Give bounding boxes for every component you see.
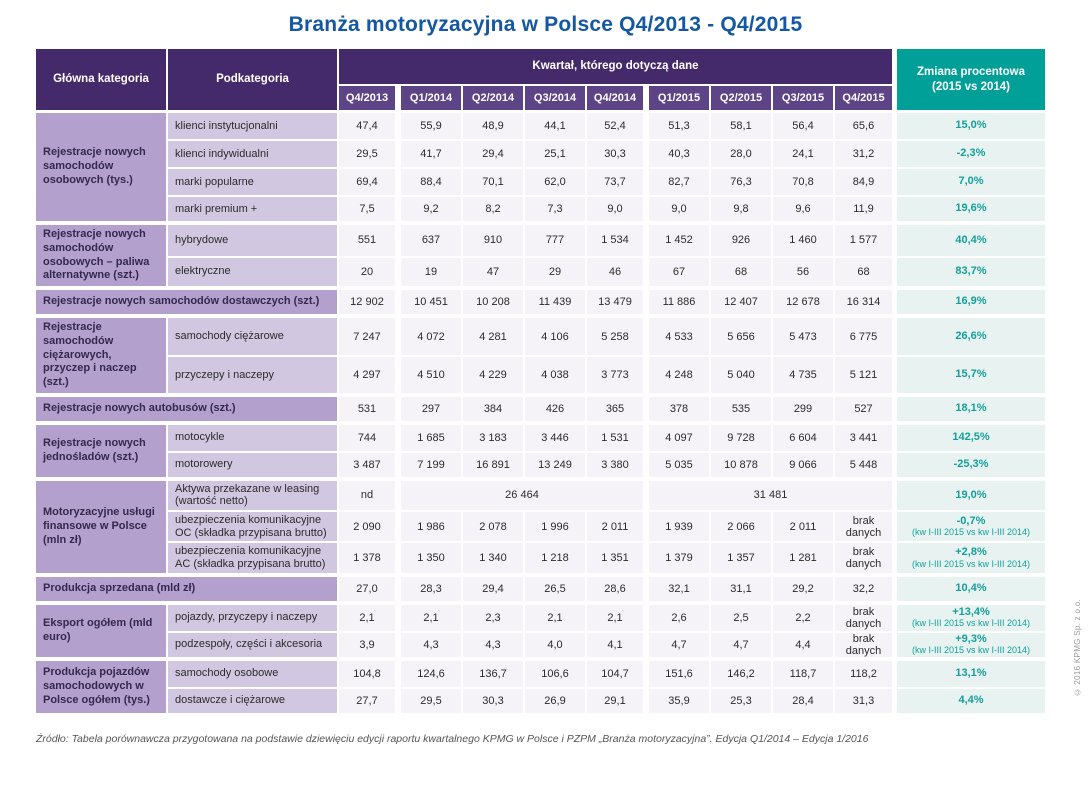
data-cell: 27,7 xyxy=(339,689,401,717)
data-cell: 2,5 xyxy=(711,605,773,633)
data-cell: 3 446 xyxy=(525,425,587,453)
data-cell: 2,1 xyxy=(401,605,463,633)
table-row xyxy=(36,661,1045,689)
data-cell: 4,3 xyxy=(463,633,525,661)
data-cell: 926 xyxy=(711,225,773,258)
change-cell: -2,3% xyxy=(897,141,1045,169)
data-cell: 8,2 xyxy=(463,197,525,225)
data-cell: 1 281 xyxy=(773,543,835,576)
page-title: Branża motoryzacyjna w Polsce Q4/2013 - Q4/2015 xyxy=(288,13,803,36)
header-main-category: Główna kategoria xyxy=(36,49,168,113)
table-row xyxy=(36,290,1045,318)
data-cell: 29 xyxy=(525,258,587,291)
data-cell: 4 097 xyxy=(649,425,711,453)
data-cell: 4,7 xyxy=(711,633,773,661)
data-cell: 136,7 xyxy=(463,661,525,689)
data-cell: 88,4 xyxy=(401,169,463,197)
subcategory-cell: motocykle xyxy=(168,425,339,453)
data-cell: 47 xyxy=(463,258,525,291)
subcategory-cell: pojazdy, przyczepy i naczepy xyxy=(168,605,339,633)
change-cell xyxy=(897,633,1045,661)
category-cell: Motoryzacyjne usługi finansowe w Polsce (mln zł) xyxy=(36,481,168,577)
data-cell: 4 533 xyxy=(649,318,711,357)
subcategory-cell: motorowery xyxy=(168,453,339,481)
data-cell: 551 xyxy=(339,225,401,258)
category-cell: Produkcja pojazdów samochodowych w Polsce ogółem (tys.) xyxy=(36,661,168,717)
data-cell: 11 886 xyxy=(649,290,711,318)
header-percent-change xyxy=(897,49,1045,113)
data-cell: 4,0 xyxy=(525,633,587,661)
change-cell: 16,9% xyxy=(897,290,1045,318)
table-row xyxy=(36,225,1045,258)
data-cell-merged-2015: 31 481 xyxy=(649,481,897,512)
change-cell: 10,4% xyxy=(897,577,1045,605)
data-cell: 6 604 xyxy=(773,425,835,453)
subcategory-cell: klienci indywidualni xyxy=(168,141,339,169)
data-cell: 5 656 xyxy=(711,318,773,357)
data-cell: 26,5 xyxy=(525,577,587,605)
data-cell-merged-2014: 26 464 xyxy=(401,481,649,512)
data-cell: 531 xyxy=(339,397,401,425)
change-value: -0,7% xyxy=(956,515,986,528)
table-row xyxy=(36,141,1045,169)
data-cell: 28,3 xyxy=(401,577,463,605)
data-cell: 31,3 xyxy=(835,689,897,717)
data-cell: 3 773 xyxy=(587,357,649,396)
change-cell: 7,0% xyxy=(897,169,1045,197)
data-cell: 1 577 xyxy=(835,225,897,258)
data-cell: 5 258 xyxy=(587,318,649,357)
data-cell: 3,9 xyxy=(339,633,401,661)
header-quarters-band: Kwartał, którego dotyczą dane xyxy=(339,49,897,86)
data-cell: 1 351 xyxy=(587,543,649,576)
table-row xyxy=(36,397,1045,425)
data-cell: 4 229 xyxy=(463,357,525,396)
data-cell: 19 xyxy=(401,258,463,291)
table-row xyxy=(36,577,1045,605)
data-cell: 70,1 xyxy=(463,169,525,197)
data-cell: 106,6 xyxy=(525,661,587,689)
data-cell: 65,6 xyxy=(835,113,897,141)
header-quarter: Q4/2013 xyxy=(339,86,401,113)
data-cell: 29,4 xyxy=(463,577,525,605)
subcategory-cell: samochody osobowe xyxy=(168,661,339,689)
data-cell: 426 xyxy=(525,397,587,425)
data-cell: 1 357 xyxy=(711,543,773,576)
data-cell: 10 451 xyxy=(401,290,463,318)
data-cell: 30,3 xyxy=(587,141,649,169)
header-quarter: Q2/2014 xyxy=(463,86,525,113)
table-row xyxy=(36,543,1045,576)
data-cell: 4 735 xyxy=(773,357,835,396)
data-cell: 1 685 xyxy=(401,425,463,453)
data-cell: 3 380 xyxy=(587,453,649,481)
change-cell: 13,1% xyxy=(897,661,1045,689)
change-cell: 83,7% xyxy=(897,258,1045,291)
data-cell: 146,2 xyxy=(711,661,773,689)
data-cell: 4 072 xyxy=(401,318,463,357)
header-percent-change-line2: (2015 vs 2014) xyxy=(931,80,1010,93)
subcategory-cell: dostawcze i ciężarowe xyxy=(168,689,339,717)
table-row xyxy=(36,318,1045,357)
subcategory-cell: ubezpieczenia komunikacyjne OC (składka przypisana brutto) xyxy=(168,512,339,543)
data-cell: 31,2 xyxy=(835,141,897,169)
change-cell xyxy=(897,512,1045,543)
data-cell: 2,3 xyxy=(463,605,525,633)
data-cell: 4 510 xyxy=(401,357,463,396)
data-cell: 28,6 xyxy=(587,577,649,605)
data-cell: 82,7 xyxy=(649,169,711,197)
data-cell: 1 378 xyxy=(339,543,401,576)
data-cell: 118,7 xyxy=(773,661,835,689)
change-cell xyxy=(897,605,1045,633)
data-cell: 35,9 xyxy=(649,689,711,717)
data-cell: 124,6 xyxy=(401,661,463,689)
header-quarter: Q1/2014 xyxy=(401,86,463,113)
data-cell: 2,1 xyxy=(525,605,587,633)
data-cell: 4 297 xyxy=(339,357,401,396)
table-row xyxy=(36,453,1045,481)
data-cell: 4 038 xyxy=(525,357,587,396)
data-cell: 1 460 xyxy=(773,225,835,258)
data-cell: 55,9 xyxy=(401,113,463,141)
data-cell: 4,4 xyxy=(773,633,835,661)
data-cell: 52,4 xyxy=(587,113,649,141)
data-cell: 104,8 xyxy=(339,661,401,689)
data-cell: 69,4 xyxy=(339,169,401,197)
copyright-note: © 2016 KPMG Sp. z o.o. xyxy=(1073,598,1082,696)
data-cell: 29,5 xyxy=(339,141,401,169)
data-cell: 5 448 xyxy=(835,453,897,481)
table-row xyxy=(36,481,1045,512)
data-cell: 7,3 xyxy=(525,197,587,225)
comparison-table xyxy=(36,49,1045,717)
data-cell: nd xyxy=(339,481,401,512)
data-cell: 2 066 xyxy=(711,512,773,543)
data-cell: 1 350 xyxy=(401,543,463,576)
header-quarter: Q3/2015 xyxy=(773,86,835,113)
subcategory-cell: podzespoły, części i akcesoria xyxy=(168,633,339,661)
data-cell: 1 534 xyxy=(587,225,649,258)
data-cell: 46 xyxy=(587,258,649,291)
category-cell: Produkcja sprzedana (mld zł) xyxy=(36,577,339,605)
data-cell: 31,1 xyxy=(711,577,773,605)
data-cell: 9,8 xyxy=(711,197,773,225)
data-cell: 5 121 xyxy=(835,357,897,396)
table-row xyxy=(36,512,1045,543)
data-cell: 32,1 xyxy=(649,577,711,605)
data-cell: 9,2 xyxy=(401,197,463,225)
data-cell: 41,7 xyxy=(401,141,463,169)
header-quarter: Q1/2015 xyxy=(649,86,711,113)
data-cell: brak danych xyxy=(835,512,897,543)
data-cell: 68 xyxy=(711,258,773,291)
subcategory-cell: elektryczne xyxy=(168,258,339,291)
data-cell: 12 678 xyxy=(773,290,835,318)
data-cell: 11,9 xyxy=(835,197,897,225)
table-row xyxy=(36,357,1045,396)
data-cell: 13 249 xyxy=(525,453,587,481)
data-cell: 1 939 xyxy=(649,512,711,543)
change-cell: 19,0% xyxy=(897,481,1045,512)
change-note: (kw I-III 2015 vs kw I-III 2014) xyxy=(911,527,1031,538)
data-cell: 4,3 xyxy=(401,633,463,661)
change-cell: 15,0% xyxy=(897,113,1045,141)
data-cell: 27,0 xyxy=(339,577,401,605)
header-percent-change-line1: Zmiana procentowa xyxy=(917,65,1025,78)
table-row xyxy=(36,258,1045,291)
header-quarter: Q4/2015 xyxy=(835,86,897,113)
data-cell: 28,0 xyxy=(711,141,773,169)
data-cell: 118,2 xyxy=(835,661,897,689)
data-cell: 20 xyxy=(339,258,401,291)
data-cell: 62,0 xyxy=(525,169,587,197)
header-row-top xyxy=(36,49,1045,86)
data-cell: 4 248 xyxy=(649,357,711,396)
header-quarter: Q3/2014 xyxy=(525,86,587,113)
data-cell: 2,6 xyxy=(649,605,711,633)
data-cell: 29,4 xyxy=(463,141,525,169)
data-cell: 104,7 xyxy=(587,661,649,689)
data-cell: 4,7 xyxy=(649,633,711,661)
data-cell: 637 xyxy=(401,225,463,258)
data-cell: 16 891 xyxy=(463,453,525,481)
category-cell: Eksport ogółem (mld euro) xyxy=(36,605,168,661)
category-cell: Rejestracje nowych samochodów osobowych – paliwa alternatywne (szt.) xyxy=(36,225,168,290)
data-cell: 47,4 xyxy=(339,113,401,141)
data-cell: 12 902 xyxy=(339,290,401,318)
change-cell: 142,5% xyxy=(897,425,1045,453)
category-cell: Rejestracje samochodów ciężarowych, przyczep i naczep (szt.) xyxy=(36,318,168,397)
data-cell: 73,7 xyxy=(587,169,649,197)
data-cell: 28,4 xyxy=(773,689,835,717)
category-cell: Rejestracje nowych autobusów (szt.) xyxy=(36,397,339,425)
data-cell: 3 441 xyxy=(835,425,897,453)
header-quarter: Q2/2015 xyxy=(711,86,773,113)
change-note: (kw I-III 2015 vs kw I-III 2014) xyxy=(911,645,1031,656)
category-cell: Rejestracje nowych samochodów dostawczych (szt.) xyxy=(36,290,339,318)
change-value: +13,4% xyxy=(952,606,990,619)
change-cell: 15,7% xyxy=(897,357,1045,396)
table-row xyxy=(36,113,1045,141)
data-cell: 384 xyxy=(463,397,525,425)
data-cell: 29,1 xyxy=(587,689,649,717)
data-cell: 51,3 xyxy=(649,113,711,141)
data-cell: 67 xyxy=(649,258,711,291)
table-row xyxy=(36,689,1045,717)
data-cell: 29,5 xyxy=(401,689,463,717)
data-cell: brak danych xyxy=(835,605,897,633)
data-cell: 70,8 xyxy=(773,169,835,197)
data-cell: brak danych xyxy=(835,633,897,661)
change-cell: 26,6% xyxy=(897,318,1045,357)
data-cell: 44,1 xyxy=(525,113,587,141)
subcategory-cell: marki popularne xyxy=(168,169,339,197)
data-cell: 2 078 xyxy=(463,512,525,543)
data-cell: 1 379 xyxy=(649,543,711,576)
data-cell: 777 xyxy=(525,225,587,258)
table-row xyxy=(36,425,1045,453)
subcategory-cell: Aktywa przekazane w leasing (wartość netto) xyxy=(168,481,339,512)
data-cell: 744 xyxy=(339,425,401,453)
data-cell: 527 xyxy=(835,397,897,425)
data-cell: 1 452 xyxy=(649,225,711,258)
source-note: Źródło: Tabela porównawcza przygotowana na podstawie dziewięciu edycji raportu kwartalnego KPMG w Polsce i PZPM „Branża motoryzacyjna”. Edycja Q1/2014 – Edycja 1/2016 xyxy=(36,732,869,745)
data-cell: 29,2 xyxy=(773,577,835,605)
data-cell: 1 996 xyxy=(525,512,587,543)
data-cell: 2 011 xyxy=(773,512,835,543)
data-cell: 16 314 xyxy=(835,290,897,318)
data-cell: 2,2 xyxy=(773,605,835,633)
data-cell: 1 531 xyxy=(587,425,649,453)
data-cell: 5 040 xyxy=(711,357,773,396)
data-cell: 84,9 xyxy=(835,169,897,197)
data-cell: 6 775 xyxy=(835,318,897,357)
header-quarter: Q4/2014 xyxy=(587,86,649,113)
data-cell: 3 183 xyxy=(463,425,525,453)
data-cell: 40,3 xyxy=(649,141,711,169)
change-cell: 4,4% xyxy=(897,689,1045,717)
table-row xyxy=(36,169,1045,197)
subcategory-cell: ubezpieczenia komunikacyjne AC (składka przypisana brutto) xyxy=(168,543,339,576)
change-cell: 40,4% xyxy=(897,225,1045,258)
data-cell: 2 011 xyxy=(587,512,649,543)
data-cell: 9,6 xyxy=(773,197,835,225)
data-cell: 32,2 xyxy=(835,577,897,605)
subcategory-cell: klienci instytucjonalni xyxy=(168,113,339,141)
data-cell: 4 106 xyxy=(525,318,587,357)
subcategory-cell: hybrydowe xyxy=(168,225,339,258)
change-cell: 18,1% xyxy=(897,397,1045,425)
data-cell: 12 407 xyxy=(711,290,773,318)
table-row xyxy=(36,605,1045,633)
data-cell: 365 xyxy=(587,397,649,425)
change-value: +2,8% xyxy=(955,546,987,559)
change-cell xyxy=(897,543,1045,576)
data-cell: 151,6 xyxy=(649,661,711,689)
data-cell: 58,1 xyxy=(711,113,773,141)
data-cell: 1 986 xyxy=(401,512,463,543)
header-subcategory: Podkategoria xyxy=(168,49,339,113)
data-cell: 297 xyxy=(401,397,463,425)
data-cell: 24,1 xyxy=(773,141,835,169)
data-cell: 1 218 xyxy=(525,543,587,576)
table-row xyxy=(36,197,1045,225)
data-cell: 13 479 xyxy=(587,290,649,318)
change-cell: 19,6% xyxy=(897,197,1045,225)
data-cell: 3 487 xyxy=(339,453,401,481)
change-value: +9,3% xyxy=(955,633,987,646)
data-cell: 56 xyxy=(773,258,835,291)
data-cell: 5 473 xyxy=(773,318,835,357)
data-cell: brak danych xyxy=(835,543,897,576)
data-cell: 56,4 xyxy=(773,113,835,141)
table-row xyxy=(36,633,1045,661)
data-cell: 2,1 xyxy=(339,605,401,633)
subcategory-cell: samochody ciężarowe xyxy=(168,318,339,357)
data-cell: 9 066 xyxy=(773,453,835,481)
data-cell: 2,1 xyxy=(587,605,649,633)
data-cell: 10 878 xyxy=(711,453,773,481)
data-cell: 299 xyxy=(773,397,835,425)
data-cell: 7,5 xyxy=(339,197,401,225)
data-cell: 30,3 xyxy=(463,689,525,717)
data-cell: 4,1 xyxy=(587,633,649,661)
data-cell: 910 xyxy=(463,225,525,258)
subcategory-cell: przyczepy i naczepy xyxy=(168,357,339,396)
category-cell: Rejestracje nowych samochodów osobowych (tys.) xyxy=(36,113,168,225)
data-cell: 9 728 xyxy=(711,425,773,453)
data-cell: 25,1 xyxy=(525,141,587,169)
data-cell: 7 199 xyxy=(401,453,463,481)
data-cell: 76,3 xyxy=(711,169,773,197)
data-cell: 25,3 xyxy=(711,689,773,717)
data-cell: 4 281 xyxy=(463,318,525,357)
data-cell: 11 439 xyxy=(525,290,587,318)
change-note: (kw I-III 2015 vs kw I-III 2014) xyxy=(911,618,1031,629)
data-cell: 68 xyxy=(835,258,897,291)
data-cell: 10 208 xyxy=(463,290,525,318)
data-cell: 1 340 xyxy=(463,543,525,576)
data-cell: 5 035 xyxy=(649,453,711,481)
subcategory-cell: marki premium + xyxy=(168,197,339,225)
data-cell: 48,9 xyxy=(463,113,525,141)
data-cell: 2 090 xyxy=(339,512,401,543)
data-cell: 9,0 xyxy=(649,197,711,225)
change-note: (kw I-III 2015 vs kw I-III 2014) xyxy=(911,558,1031,569)
data-cell: 7 247 xyxy=(339,318,401,357)
data-cell: 9,0 xyxy=(587,197,649,225)
category-cell: Rejestracje nowych jednośladów (szt.) xyxy=(36,425,168,481)
data-cell: 378 xyxy=(649,397,711,425)
data-cell: 26,9 xyxy=(525,689,587,717)
data-cell: 535 xyxy=(711,397,773,425)
change-cell: -25,3% xyxy=(897,453,1045,481)
